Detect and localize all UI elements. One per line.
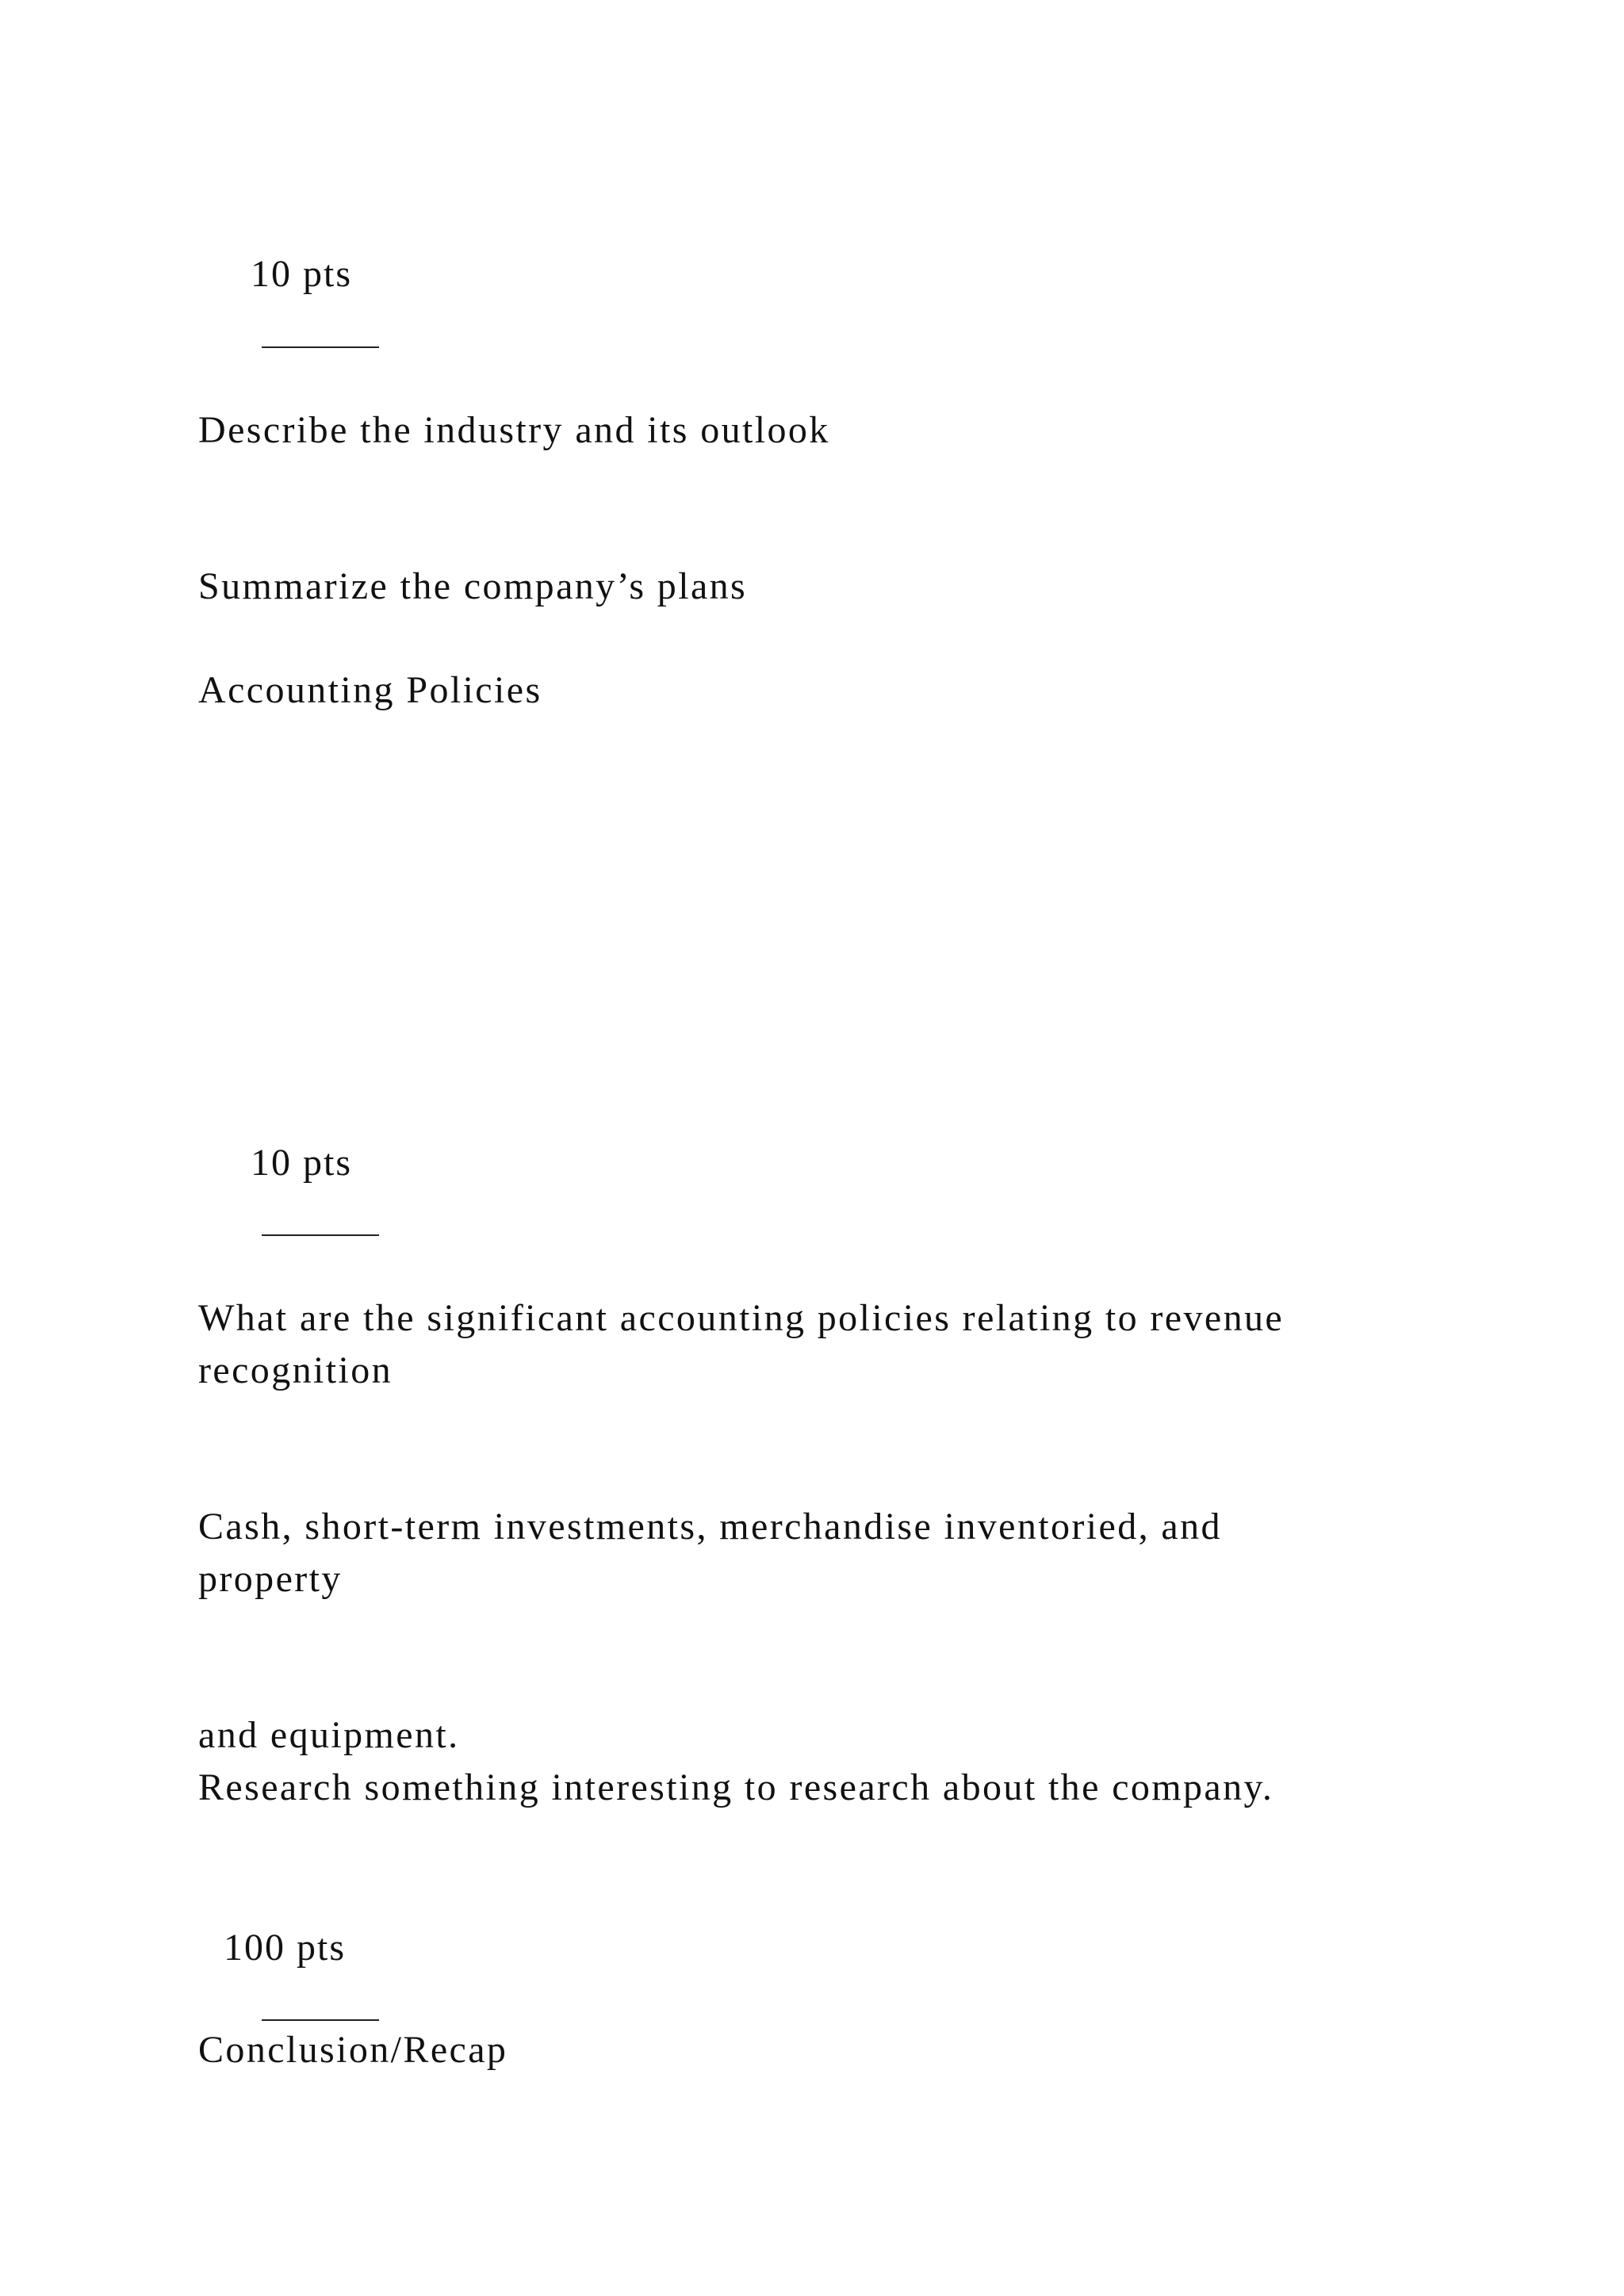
section-heading: Conclusion/Recap: [198, 2029, 508, 2071]
score-blank-line: [262, 1234, 379, 1236]
body-line: property: [198, 1558, 343, 1600]
body-line: Research something interesting to research about the company.: [198, 1766, 1274, 1808]
body-line: and equipment.: [198, 1714, 460, 1756]
points-value: 10 pts: [251, 253, 353, 295]
points-value: 10 pts: [251, 1142, 353, 1184]
body-line: What are the significant accounting policies relating to revenue: [198, 1297, 1285, 1339]
score-blank-line: [262, 346, 379, 348]
points-value: 100 pts: [224, 1927, 347, 1969]
body-line: recognition: [198, 1349, 393, 1391]
section-heading: Accounting Policies: [198, 669, 542, 711]
body-line: Describe the industry and its outlook: [198, 409, 830, 451]
body-line: Summarize the company’s plans: [198, 565, 748, 607]
score-blank-line: [262, 2019, 379, 2021]
body-line: Cash, short-term investments, merchandise inventoried, and: [198, 1506, 1222, 1548]
